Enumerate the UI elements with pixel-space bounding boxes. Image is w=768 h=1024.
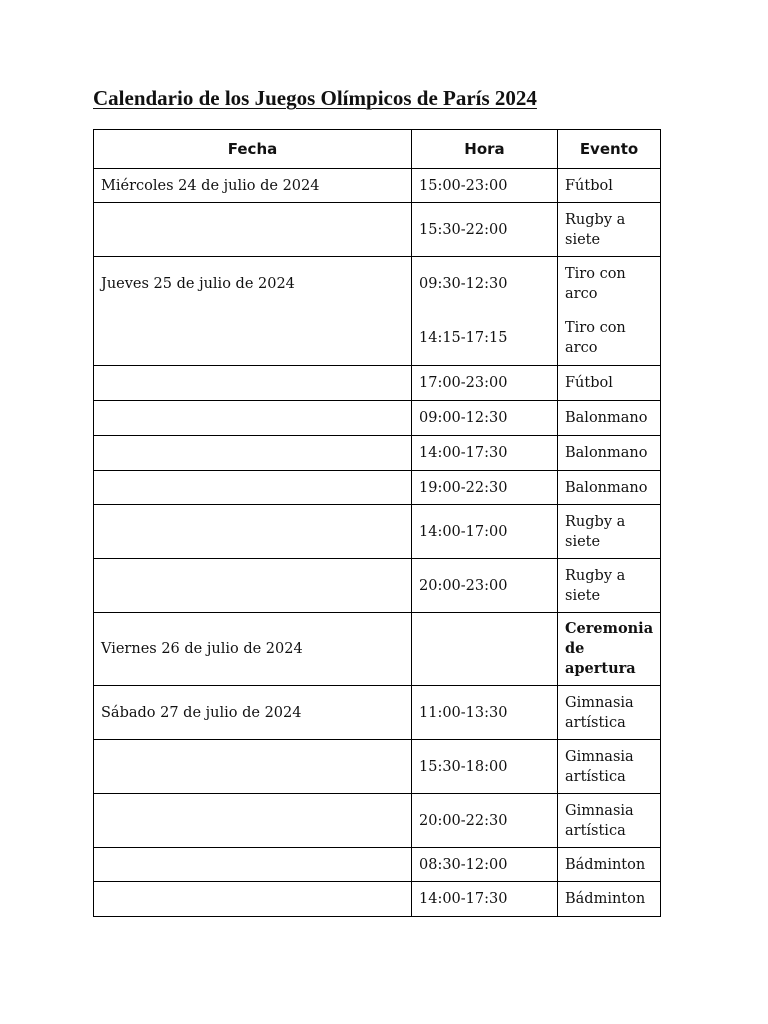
table-row — [94, 505, 661, 559]
evento-cell: Bádminton — [558, 882, 661, 917]
table-row — [94, 436, 661, 471]
table-row — [94, 366, 661, 401]
hora-cell: 15:30-18:00 — [412, 740, 558, 794]
hora-cell: 11:00-13:30 — [412, 686, 558, 740]
table-row — [94, 257, 661, 366]
hora-cell: 15:30-22:00 — [412, 203, 558, 257]
evento-cell: Balonmano — [558, 401, 661, 436]
page-title: Calendario de los Juegos Olímpicos de París 2024 — [93, 86, 537, 110]
hora-cell: 17:00-23:00 — [412, 366, 558, 401]
fecha-cell: Miércoles 24 de julio de 2024 — [94, 169, 412, 203]
table-row — [94, 882, 661, 917]
evento-cell: Fútbol — [558, 169, 661, 203]
hora-cell — [412, 613, 558, 686]
hora-cell: 08:30-12:00 — [412, 848, 558, 882]
table-row — [94, 740, 661, 794]
fecha-cell — [94, 740, 412, 794]
table-row — [94, 401, 661, 436]
table-row — [94, 613, 661, 686]
evento-cell: Balonmano — [558, 471, 661, 505]
evento-text: Tiro con arco — [565, 320, 626, 356]
table-row — [94, 686, 661, 740]
evento-cell: Bádminton — [558, 848, 661, 882]
evento-cell — [558, 257, 661, 366]
fecha-cell — [94, 794, 412, 848]
table-row — [94, 169, 661, 203]
evento-cell: Balonmano — [558, 436, 661, 471]
hora-cell: 14:00-17:30 — [412, 882, 558, 917]
schedule-table — [93, 129, 661, 917]
evento-cell: Gimnasia artística — [558, 686, 661, 740]
fecha-cell — [94, 401, 412, 436]
table-header-row — [94, 130, 661, 169]
hora-cell — [412, 257, 558, 366]
evento-cell: Ceremonia de apertura — [558, 613, 661, 686]
evento-cell: Gimnasia artística — [558, 740, 661, 794]
table-row — [94, 794, 661, 848]
fecha-cell — [94, 848, 412, 882]
fecha-cell — [94, 559, 412, 613]
hora-cell: 20:00-22:30 — [412, 794, 558, 848]
hora-text: 09:30-12:30 — [419, 276, 508, 292]
fecha-cell — [94, 203, 412, 257]
evento-cell: Rugby a siete — [558, 559, 661, 613]
fecha-cell — [94, 257, 412, 366]
evento-cell: Rugby a siete — [558, 505, 661, 559]
fecha-cell — [94, 505, 412, 559]
table-row — [94, 559, 661, 613]
evento-cell: Fútbol — [558, 366, 661, 401]
header-evento: Evento — [558, 130, 661, 169]
fecha-cell: Viernes 26 de julio de 2024 — [94, 613, 412, 686]
hora-cell: 15:00-23:00 — [412, 169, 558, 203]
hora-cell: 20:00-23:00 — [412, 559, 558, 613]
table-row — [94, 848, 661, 882]
table-row — [94, 203, 661, 257]
hora-cell: 14:00-17:30 — [412, 436, 558, 471]
evento-cell: Gimnasia artística — [558, 794, 661, 848]
hora-cell: 09:00-12:30 — [412, 401, 558, 436]
table-row — [94, 471, 661, 505]
fecha-cell: Sábado 27 de julio de 2024 — [94, 686, 412, 740]
fecha-text: Jueves 25 de julio de 2024 — [101, 276, 295, 292]
hora-cell: 19:00-22:30 — [412, 471, 558, 505]
header-hora: Hora — [412, 130, 558, 169]
fecha-cell — [94, 471, 412, 505]
fecha-cell — [94, 882, 412, 917]
fecha-cell — [94, 436, 412, 471]
header-fecha: Fecha — [94, 130, 412, 169]
hora-cell: 14:00-17:00 — [412, 505, 558, 559]
evento-cell: Rugby a siete — [558, 203, 661, 257]
fecha-cell — [94, 366, 412, 401]
hora-text: 14:15-17:15 — [419, 330, 508, 346]
evento-text: Tiro con arco — [565, 266, 626, 302]
